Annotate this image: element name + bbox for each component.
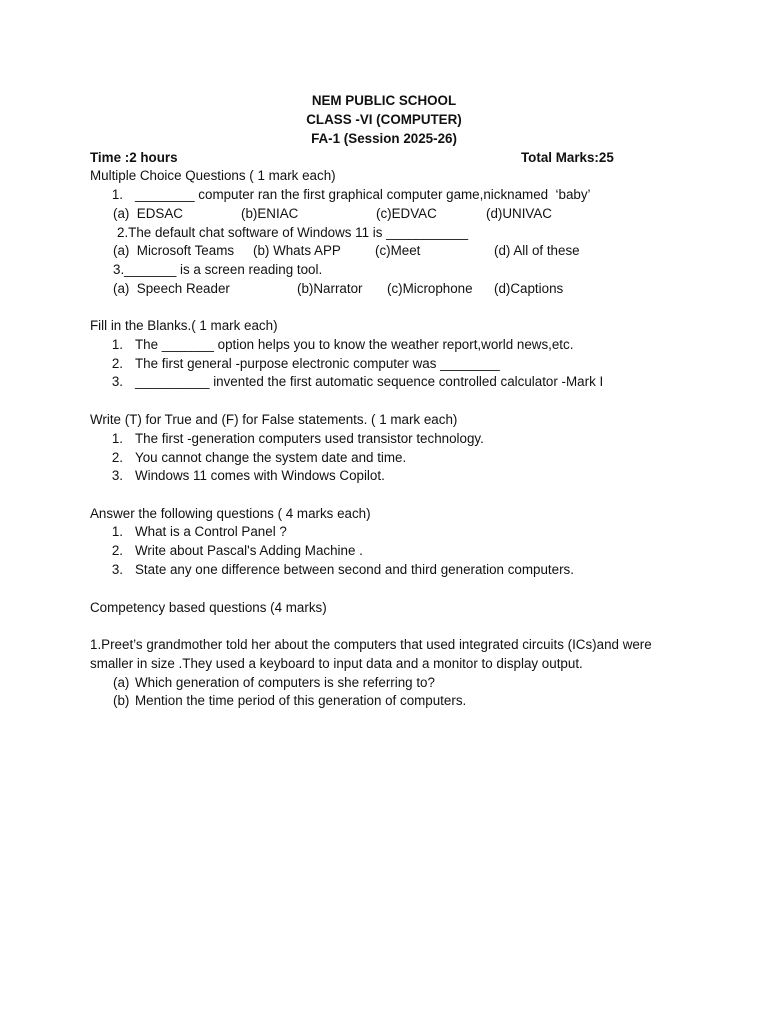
competency-sub-b-text: Mention the time period of this generation of computers. [135, 693, 467, 708]
truefalse-item-2-text: You cannot change the system date and time. [135, 450, 407, 465]
school-name: NEM PUBLIC SCHOOL [311, 93, 457, 108]
competency-sub-b-label: (b) [113, 693, 130, 708]
exam-title: FA-1 (Session 2025-26) [311, 131, 457, 146]
fill-item-3-text: __________ invented the first automatic sequence controlled calculator -Mark I [135, 374, 604, 389]
mcq-q1-option-c: (c)EDVAC [376, 206, 437, 221]
truefalse-item-1-number: 1. [111, 431, 123, 446]
fill-heading: Fill in the Blanks.( 1 mark each) [90, 318, 278, 333]
truefalse-item-3-text: Windows 11 comes with Windows Copilot. [135, 468, 385, 483]
class-title: CLASS -VI (COMPUTER) [306, 112, 462, 127]
competency-paragraph-line-2: smaller in size .They used a keyboard to input data and a monitor to display output. [90, 656, 583, 671]
mcq-q2-option-a: (a) Microsoft Teams [113, 243, 235, 258]
competency-heading: Competency based questions (4 marks) [90, 600, 327, 615]
mcq-heading: Multiple Choice Questions ( 1 mark each) [90, 168, 336, 183]
answer-heading: Answer the following questions ( 4 marks each) [90, 506, 371, 521]
fill-item-1-number: 1. [111, 337, 123, 352]
mcq-q1-number: 1. [111, 187, 123, 202]
answer-item-2-text: Write about Pascal's Adding Machine . [135, 543, 363, 558]
fill-item-2-text: The first general -purpose electronic computer was ________ [135, 356, 500, 371]
answer-item-3-text: State any one difference between second and third generation computers. [135, 562, 574, 577]
time-label: Time :2 hours [90, 150, 178, 165]
fill-item-1-text: The _______ option helps you to know the weather report,world news,etc. [135, 337, 574, 352]
mcq-q3-text: 3._______ is a screen reading tool. [113, 262, 323, 277]
answer-item-1-number: 1. [111, 524, 123, 539]
mcq-q3-option-d: (d)Captions [494, 281, 564, 296]
truefalse-heading: Write (T) for True and (F) for False statements. ( 1 mark each) [90, 412, 458, 427]
answer-item-1-text: What is a Control Panel ? [135, 524, 287, 539]
mcq-q3-option-c: (c)Microphone [387, 281, 473, 296]
mcq-q1-option-a: (a) EDSAC [113, 206, 183, 221]
mcq-q2-option-c: (c)Meet [375, 243, 421, 258]
mcq-q1-option-d: (d)UNIVAC [486, 206, 552, 221]
competency-paragraph-line-1: 1.Preet’s grandmother told her about the computers that used integrated circuits (ICs)and were [90, 637, 652, 652]
answer-item-2-number: 2. [111, 543, 123, 558]
mcq-q1-text: ________ computer ran the first graphical computer game,nicknamed ‘baby’ [135, 187, 591, 202]
truefalse-item-3-number: 3. [111, 468, 123, 483]
mcq-q2-option-b: (b) Whats APP [253, 243, 341, 258]
fill-item-3-number: 3. [111, 374, 123, 389]
truefalse-item-2-number: 2. [111, 450, 123, 465]
fill-item-2-number: 2. [111, 356, 123, 371]
mcq-q1-option-b: (b)ENIAC [241, 206, 299, 221]
total-marks-label: Total Marks:25 [521, 150, 614, 165]
truefalse-item-1-text: The first -generation computers used transistor technology. [135, 431, 484, 446]
mcq-q2-text: 2.The default chat software of Windows 11 is ___________ [117, 225, 469, 240]
mcq-q2-option-d: (d) All of these [494, 243, 580, 258]
mcq-q3-option-a: (a) Speech Reader [113, 281, 230, 296]
answer-item-3-number: 3. [111, 562, 123, 577]
competency-sub-a-text: Which generation of computers is she referring to? [135, 675, 435, 690]
competency-sub-a-label: (a) [113, 675, 130, 690]
mcq-q3-option-b: (b)Narrator [297, 281, 363, 296]
